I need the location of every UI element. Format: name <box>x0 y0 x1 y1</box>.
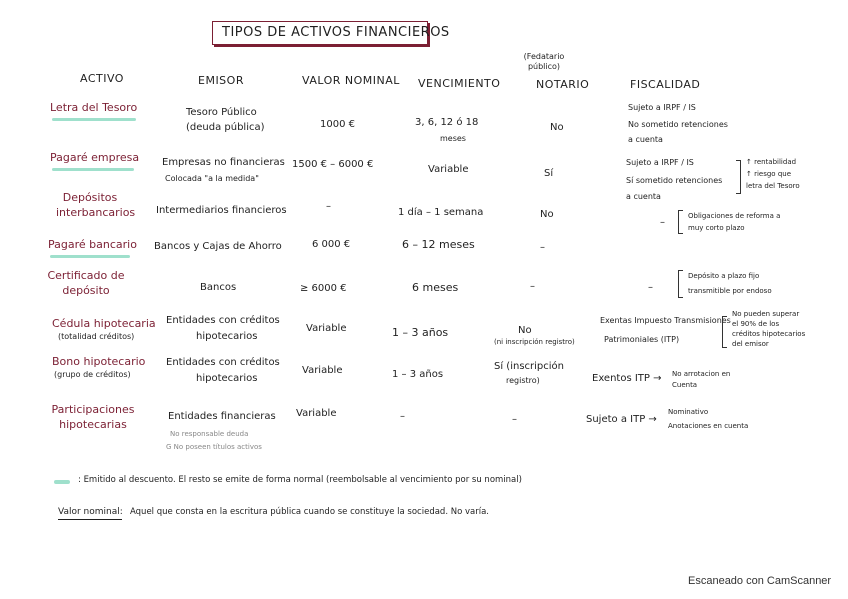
definition-text: Aquel que consta en la escritura pública cuando se constituye la sociedad. No varía. <box>130 507 489 517</box>
legend-swatch <box>54 480 70 484</box>
side-note-line: letra del Tesoro <box>746 182 800 190</box>
vencimiento-line: 1 – 3 años <box>392 369 444 380</box>
asset-subtitle: (grupo de créditos) <box>54 370 131 379</box>
asset-letra-tesoro: Letra del Tesoro <box>50 101 138 114</box>
emisor-line: Bancos <box>200 282 237 293</box>
header-emisor: EMISOR <box>198 74 244 87</box>
notario-value: No <box>540 209 554 220</box>
fiscalidad-line: Exentas Impuesto Transmisiones <box>600 316 731 325</box>
emisor-line: (deuda pública) <box>186 122 265 133</box>
vencimiento-line: 6 meses <box>412 281 459 294</box>
notario-value: No <box>518 325 532 336</box>
emisor-line: hipotecarios <box>196 373 258 384</box>
brace <box>722 316 727 348</box>
header-vencimiento: VENCIMIENTO <box>418 77 501 90</box>
vencimiento-line: 1 – 3 años <box>392 326 449 339</box>
emisor-line: Entidades con créditos <box>166 357 280 368</box>
asset-depositos-interbancarios: Depósitos interbancarios <box>56 191 136 219</box>
notario-value: Sí <box>544 168 554 179</box>
fiscalidad-line: No sometido retenciones <box>628 120 728 129</box>
side-note-line: del emisor <box>732 340 769 348</box>
emisor-line: Empresas no financieras <box>162 157 285 168</box>
notario-value: – <box>530 281 535 292</box>
emisor-line: Intermediarios financieros <box>156 205 287 216</box>
vencimiento-line: 6 – 12 meses <box>402 238 475 251</box>
side-note-line: Nominativo <box>668 408 709 416</box>
fiscalidad-line: Sujeto a IRPF / IS <box>628 103 696 112</box>
valor-nominal: ≥ 6000 € <box>300 283 347 294</box>
discount-highlight <box>52 118 136 121</box>
fiscalidad-line: Patrimoniales (ITP) <box>604 335 680 344</box>
valor-nominal: Variable <box>306 323 347 334</box>
header-fiscalidad: FISCALIDAD <box>630 78 701 91</box>
valor-nominal: – <box>326 201 331 212</box>
fiscalidad-line: – <box>648 282 653 293</box>
vencimiento-line: 1 día – 1 semana <box>398 207 484 218</box>
asset-participaciones-hipotecarias: Participaciones hipotecarias <box>51 403 135 431</box>
valor-nominal: 1500 € – 6000 € <box>292 159 374 170</box>
page-title: TIPOS DE ACTIVOS FINANCIEROS <box>222 25 450 40</box>
legend-text: : Emitido al descuento. El resto se emite de forma normal (reembolsable al vencimiento por su nominal) <box>78 475 522 485</box>
valor-nominal: 6 000 € <box>312 239 351 250</box>
brace <box>678 210 683 234</box>
discount-highlight <box>50 255 130 258</box>
emisor-note: G No poseen títulos activos <box>166 443 262 451</box>
fiscalidad-line: Sí sometido retenciones <box>626 176 723 185</box>
vencimiento-line: – <box>400 411 405 422</box>
header-activo: ACTIVO <box>80 72 124 85</box>
emisor-note: No responsable deuda <box>170 430 249 438</box>
brace <box>736 160 741 194</box>
asset-bono-hipotecario: Bono hipotecario <box>52 355 146 368</box>
asset-pagare-bancario: Pagaré bancario <box>48 238 137 251</box>
fiscalidad-line: Exentos ITP → <box>592 373 662 384</box>
asset-certificado-deposito: Certificado de depósito <box>47 269 125 297</box>
notario-value: – <box>512 414 517 425</box>
notario-subtitle: registro) <box>506 376 540 385</box>
side-note-line: Cuenta <box>672 381 698 389</box>
notario-subtitle: (ni inscripción registro) <box>494 338 575 346</box>
valor-nominal: 1000 € <box>320 119 355 130</box>
vencimiento-line: 3, 6, 12 ó 18 <box>415 117 479 128</box>
definition-term: Valor nominal: <box>58 507 123 517</box>
asset-subtitle: (totalidad créditos) <box>58 332 135 341</box>
emisor-line: Tesoro Público <box>186 107 257 118</box>
side-note-line: Anotaciones en cuenta <box>668 422 749 430</box>
watermark: Escaneado con CamScanner <box>688 575 832 587</box>
vencimiento-line: meses <box>440 134 466 143</box>
side-note-line: el 90% de los <box>732 320 780 328</box>
fiscalidad-line: Sujeto a ITP → <box>586 414 657 425</box>
brace <box>678 270 683 298</box>
emisor-line: Entidades financieras <box>168 411 276 422</box>
side-note-line: Depósito a plazo fijo <box>688 272 760 280</box>
side-note-line: muy corto plazo <box>688 224 745 232</box>
asset-pagare-empresa: Pagaré empresa <box>50 151 140 164</box>
header-valor-nominal: VALOR NOMINAL <box>302 74 400 87</box>
discount-highlight <box>52 168 134 171</box>
definition-underline <box>58 519 122 520</box>
fiscalidad-line: Sujeto a IRPF / IS <box>626 158 694 167</box>
side-note-line: créditos hipotecarios <box>732 330 806 338</box>
fiscalidad-line: a cuenta <box>628 135 663 144</box>
side-note-line: No pueden superar <box>732 310 800 318</box>
fiscalidad-line: – <box>660 217 665 228</box>
emisor-line: Bancos y Cajas de Ahorro <box>154 241 282 252</box>
emisor-line: Colocada "a la medida" <box>165 174 259 183</box>
side-note-line: transmitible por endoso <box>688 287 772 295</box>
side-note-line: Obligaciones de reforma a <box>688 212 781 220</box>
notario-value: No <box>550 122 564 133</box>
valor-nominal: Variable <box>302 365 343 376</box>
fiscalidad-line: a cuenta <box>626 192 661 201</box>
side-note-line: ↑ rentabilidad <box>746 158 797 166</box>
valor-nominal: Variable <box>296 408 337 419</box>
asset-cedula-hipotecaria: Cédula hipotecaria <box>52 317 156 330</box>
notario-value: – <box>540 242 545 253</box>
header-notario-note: (Fedatario público) <box>523 52 565 71</box>
notario-value: Sí (inscripción <box>494 361 564 372</box>
vencimiento-line: Variable <box>428 164 469 175</box>
side-note-line: ↑ riesgo que <box>746 170 792 178</box>
emisor-line: hipotecarios <box>196 331 258 342</box>
header-notario: NOTARIO <box>536 78 590 91</box>
side-note-line: No arrotacion en <box>672 370 731 378</box>
emisor-line: Entidades con créditos <box>166 315 280 326</box>
